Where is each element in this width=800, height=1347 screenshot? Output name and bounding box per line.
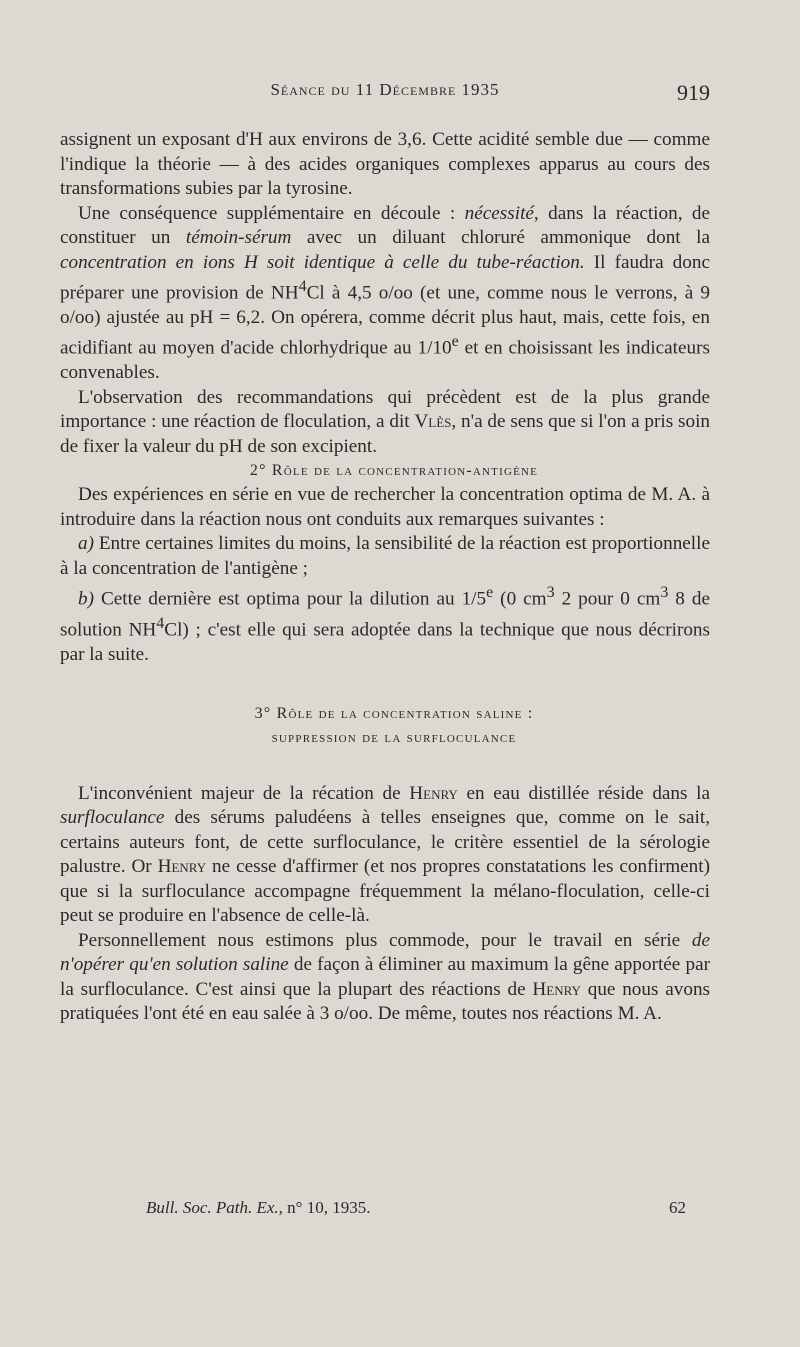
journal-citation: Bull. Soc. Path. Ex., bbox=[146, 1198, 283, 1217]
paragraph-personnellement: Personnellement nous estimons plus commode, pour le travail en série de n'opérer qu'en solution saline de façon à éliminer au maximum la gêne apportée par la surfloculance. C'est ainsi que la plupart des réactions de Henry que nous avons pratiquées l'ont été en eau salée à 3 o/oo. De même, toutes nos réactions M. A. bbox=[60, 929, 710, 1025]
running-head bbox=[60, 80, 710, 106]
body-text bbox=[60, 128, 710, 1027]
page-footer bbox=[146, 1198, 686, 1218]
italic-term: témoin-sérum bbox=[185, 227, 292, 248]
paragraph-consequence: Une conséquence supplémentaire en découle : nécessité, dans la réaction, de constituer un témoin-sérum avec un diluant chloruré ammonique dont la concentration en ions H soit identique à celle du tube-réaction. Il faudra donc préparer une provision de $NH^4Cl$ à 4,5 o/oo (et une, comme nous le verrons, à 9 o/oo) ajustée au pH = 6,2. On opérera, comme décrit plus haut, mais, cette fois, en acidifiant au moyen d'acide chlorhydrique au 1/10e et en choisissant les indicateurs convenables. bbox=[60, 202, 710, 384]
section-heading-3-line1: 3° Rôle de la concentration saline : bbox=[254, 704, 534, 722]
italic-term: concentration en ions H soit identique à celle du tube-réaction. bbox=[60, 251, 585, 273]
running-title: Séance du 11 Décembre 1935 bbox=[270, 80, 500, 99]
italic-term: surfloculance bbox=[60, 807, 165, 829]
section-heading-2: 2° Rôle de la concentration-antigène bbox=[249, 462, 539, 480]
page-number: 919 bbox=[677, 80, 710, 105]
paragraph-inconvenient: L'inconvénient majeur de la récation de Henry en eau distillée réside dans la surfloculance des sérums paludéens à telles enseignes que, comme on le sait, certains auteurs font, de cette surfloculance, le critère essentiel de la sérologie palustre. Or Henry ne cesse d'affirmer (et nos propres constatations les confirment) que si la surfloculance accompagne fréquemment la mélano-floculation, celle-ci peut se produire en l'absence de celle-là. bbox=[60, 782, 710, 927]
section-heading-3-line2: suppression de la surfloculance bbox=[271, 728, 517, 746]
author-name: Henry bbox=[532, 978, 581, 1000]
list-item-a: a) Entre certaines limites du moins, la sensibilité de la réaction est proportionnelle à la concentration de l'antigène ; bbox=[60, 533, 710, 579]
signature-number: 62 bbox=[669, 1198, 686, 1217]
paragraph-experiences: Des expériences en série en vue de rechercher la concentration optima de M. A. à introduire dans la réaction nous ont conduits aux remarques suivantes : bbox=[60, 484, 710, 530]
paragraph-continuation: assignent un exposant d'H aux environs de 3,6. Cette acidité semble due — comme l'indique la théorie — à des acides organiques complexes apparus au cours des transformations subies par la tyrosine. bbox=[60, 129, 710, 199]
author-name: Henry bbox=[409, 782, 458, 804]
section-heading-3 bbox=[60, 702, 710, 750]
italic-term: de n'opérer qu'en solution saline bbox=[60, 929, 710, 976]
author-name: Vlès bbox=[414, 411, 452, 433]
list-item-b: b) Cette dernière est optima pour la dilution au 1/5e (0 $cm^3$ 2 pour 0 $cm^3$ 8 de solution $NH^4Cl$) ; c'est elle qui sera adoptée dans la technique que nous décrirons par la suite. bbox=[60, 584, 710, 666]
author-name: Henry bbox=[157, 856, 207, 878]
italic-term: nécessité bbox=[464, 202, 534, 224]
paragraph-observation: L'observation des recommandations qui précèdent est de la plus grande importance : une réaction de floculation, a dit Vlès, n'a de sens que si l'on a pris soin de fixer la valeur du pH de son excipient. bbox=[60, 386, 710, 457]
journal-issue: n° 10, 1935. bbox=[282, 1198, 371, 1217]
